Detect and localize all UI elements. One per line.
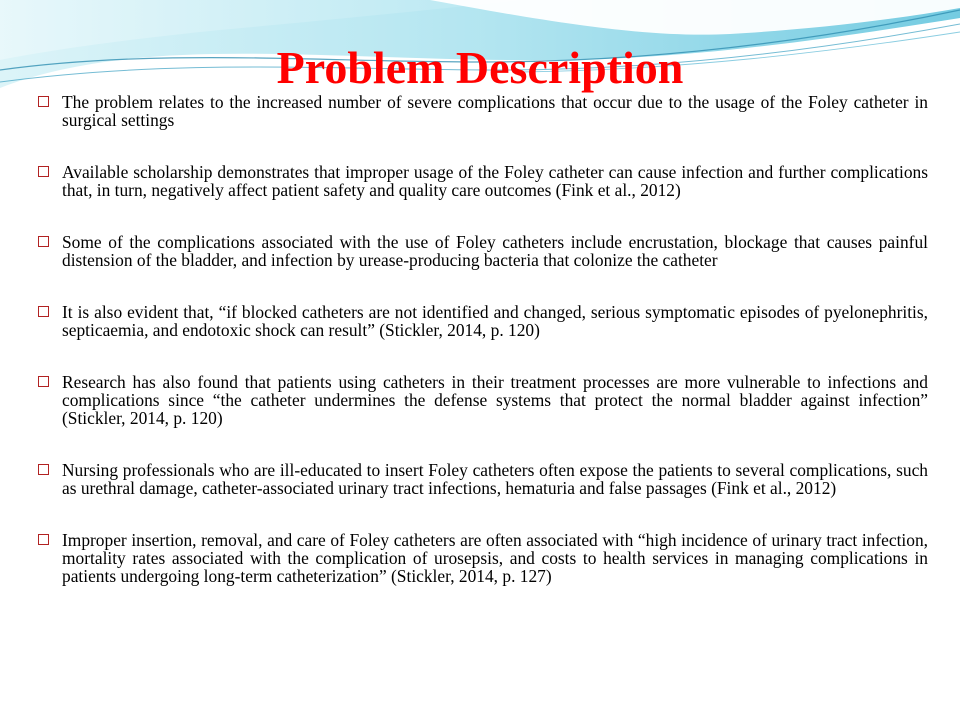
slide-title: Problem Description bbox=[276, 42, 684, 93]
bullet-text: Improper insertion, removal, and care of Foley catheters are often associated with “high incidence of urinary tract infection, mortality rates associated with the complication of urosepsis, and costs to health services in managing complications in patients undergoing long-term catheterization” (Stickler, 2014, p. 127) bbox=[62, 530, 928, 586]
list-item bbox=[36, 531, 928, 585]
bullet-text: It is also evident that, “if blocked catheters are not identified and changed, serious symptomatic episodes of pyelonephritis, septicaemia, and endotoxic shock can result” (Stickler, 2014, p. 120) bbox=[62, 302, 928, 340]
hollow-square-icon bbox=[38, 306, 49, 317]
bullet-text: Nursing professionals who are ill-educated to insert Foley catheters often expose the patients to several complications, such as urethral damage, catheter-associated urinary tract infections, hematuria and false passages (Fink et al., 2012) bbox=[62, 460, 928, 498]
list-item bbox=[36, 163, 928, 199]
list-item bbox=[36, 303, 928, 339]
list-item bbox=[36, 461, 928, 497]
bullet-text: Some of the complications associated with the use of Foley catheters include encrustation, blockage that causes painful distension of the bladder, and infection by urease-producing bacteria that colonize the catheter bbox=[62, 232, 928, 270]
hollow-square-icon bbox=[38, 534, 49, 545]
list-item bbox=[36, 233, 928, 269]
bullet-text: Research has also found that patients using catheters in their treatment processes are more vulnerable to infections and complications since “the catheter undermines the defense systems that protect the normal bladder against infection” (Stickler, 2014, p. 120) bbox=[62, 372, 928, 428]
bullet-list bbox=[36, 93, 928, 585]
bullet-text: Available scholarship demonstrates that improper usage of the Foley catheter can cause infection and further complications that, in turn, negatively affect patient safety and quality care outcomes (Fink et al., 2012) bbox=[62, 162, 928, 200]
hollow-square-icon bbox=[38, 166, 49, 177]
hollow-square-icon bbox=[38, 376, 49, 387]
hollow-square-icon bbox=[38, 96, 49, 107]
bullet-text: The problem relates to the increased number of severe complications that occur due to the usage of the Foley catheter in surgical settings bbox=[62, 92, 928, 130]
list-item bbox=[36, 373, 928, 427]
list-item bbox=[36, 93, 928, 129]
hollow-square-icon bbox=[38, 236, 49, 247]
hollow-square-icon bbox=[38, 464, 49, 475]
